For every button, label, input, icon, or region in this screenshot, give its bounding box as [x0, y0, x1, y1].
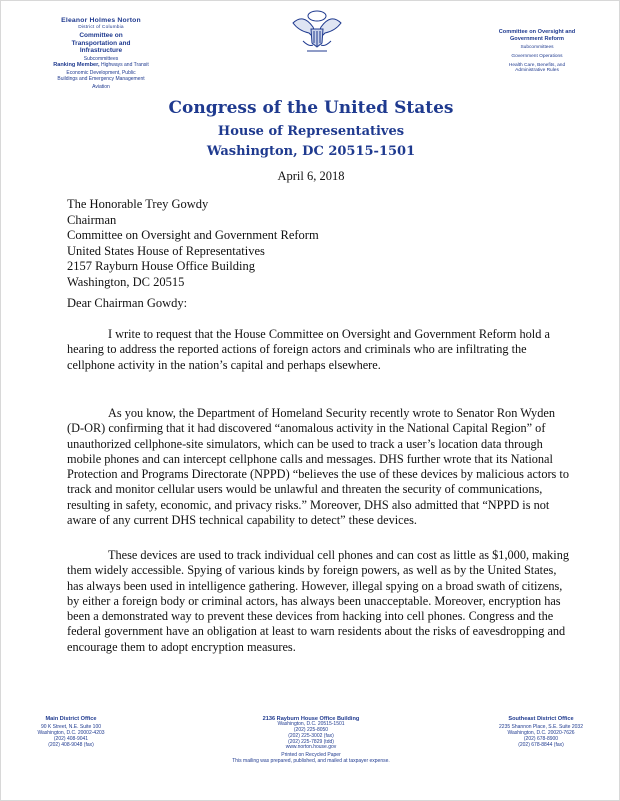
right-committee-line1: Committee on Oversight and: [498, 29, 576, 35]
recipient-line6: Washington, DC 20515: [67, 274, 185, 289]
footer-mid-line3: (202) 225-3002 (fax): [288, 732, 334, 739]
right-header: [477, 29, 597, 74]
right-health-line1: Health Care, Benefits, and: [508, 62, 566, 68]
footer-left-line3: (202) 408-9041: [53, 735, 89, 742]
recipient-address: [67, 197, 319, 290]
recipient-line5: 2157 Rayburn House Office Building: [67, 259, 255, 273]
great-seal-eagle-icon: [289, 7, 345, 57]
recipient-line3: Committee on Oversight and Government Reform: [67, 228, 319, 242]
body-paragraph-2: As you know, the Department of Homeland Security recently wrote to Senator Ron Wyden (D-OR) confirming that it had discovered “anomalous activity in the National Capital Region” of unauthorized cellphone-site simulators, which can be used to track a user’s location data through mobile phones and can intercept cellphone calls and messages. DHS further wrote that its National Protection and Programs Directorate (NPPD) “believes the use of these devices by malicious actors to track and monitor cellular users would be unlawful and threaten the security of communications, resulting in safety, economic, and privacy risks.” Moreover, DHS also admitted that “NPPD is not aware of any current DHS technical capability to detect” these devices.: [67, 406, 569, 528]
footer-website: www.norton.house.gov: [285, 744, 337, 751]
footer-mid-line2: (202) 225-8050: [293, 727, 329, 734]
aviation-subcommittee: Aviation: [92, 83, 110, 90]
ranking-member-title: Ranking Member,: [53, 62, 100, 69]
right-health-line2: Administrative Rules: [515, 68, 559, 74]
footer-right-line1: 2235 Shannon Place, S.E. Suite 2032: [499, 724, 583, 731]
footer-right-line4: (202) 678-8844 (fax): [518, 741, 564, 748]
letter-date: April 6, 2018: [277, 169, 345, 183]
recipient-line1: The Honorable Trey Gowdy: [67, 197, 209, 211]
footer-mid-line4: (202) 225-7829 (tdd): [288, 738, 334, 745]
footer-recycled-note: Printed on Recycled Paper: [281, 752, 341, 759]
member-name: Eleanor Holmes Norton: [61, 17, 141, 24]
congress-title: Congress of the United States: [168, 98, 454, 118]
footer-disclaimer: This mailing was prepared, published, and mailed at taxpayer expense.: [232, 757, 390, 764]
recipient-line4: United States House of Representatives: [67, 243, 265, 258]
city-title: Washington, DC 20515-1501: [206, 144, 416, 159]
footer-left-line1: 90 K Street, N.E. Suite 100: [40, 724, 102, 731]
footer-right-heading: Southeast District Office: [508, 716, 574, 722]
subcommittees-label: Subcommittees: [83, 55, 119, 62]
right-gov-ops: Government Operations: [511, 53, 563, 59]
footer-mid-line1: Washington, D.C. 20515-1501: [277, 721, 345, 728]
footer-left-heading: Main District Office: [45, 716, 97, 722]
econ-line2: Buildings and Emergency Management: [57, 75, 145, 82]
committee-line3: Infrastructure: [79, 47, 123, 55]
footer-southeast-office: [481, 716, 601, 748]
ranking-member-subcommittee: Highways and Transit: [100, 62, 149, 69]
body-paragraph-3: These devices are used to track individual cell phones and can cost as little as $1,000, making them widely accessible. Spying of various kinds by foreign powers, as well as by the United States, has always been used in intelligence gathering. However, illegal spying on a broad swath of citizens, by either a foreign body or criminal actors, has always been unacceptable. Moreover, encryption has been a demonstrated way to prevent these devices from hacking into cell phones. Congress and the federal government have an obligation at least to warn residents about the risks of eavesdropping and encourage them to adopt encryption measures.: [67, 548, 569, 654]
body-paragraph-1: I write to request that the House Committee on Oversight and Government Reform hold a hearing to address the reported actions of foreign actors and criminals who are infiltrating the cellphone activity in the nation’s capital and perhaps elsewhere.: [67, 327, 550, 372]
econ-line1: Economic Development, Public: [66, 70, 136, 77]
committee-line1: Committee on: [79, 32, 123, 40]
right-subcommittees-label: Subcommittees: [520, 45, 554, 51]
ranking-member-line: [21, 62, 181, 69]
footer-mid-heading: 2136 Rayburn House Office Building: [262, 716, 360, 722]
salutation: Dear Chairman Gowdy:: [67, 296, 188, 310]
footer-rayburn-office: [211, 716, 411, 765]
left-header: [21, 17, 181, 90]
committee-line2: Transportation and: [71, 39, 131, 47]
footer-right-line2: Washington, D.C. 20020-7626: [507, 730, 575, 737]
recipient-line2: Chairman: [67, 212, 117, 227]
footer-left-line4: (202) 408-9048 (fax): [48, 741, 94, 748]
house-title: House of Representatives: [217, 124, 405, 139]
member-district: District of Columbia: [78, 24, 124, 30]
right-committee-line2: Government Reform: [509, 35, 565, 42]
footer-left-line2: Washington, D.C. 20002-4203: [37, 730, 105, 737]
footer-right-line3: (202) 678-8900: [523, 735, 559, 742]
footer-main-district-office: [21, 716, 121, 748]
